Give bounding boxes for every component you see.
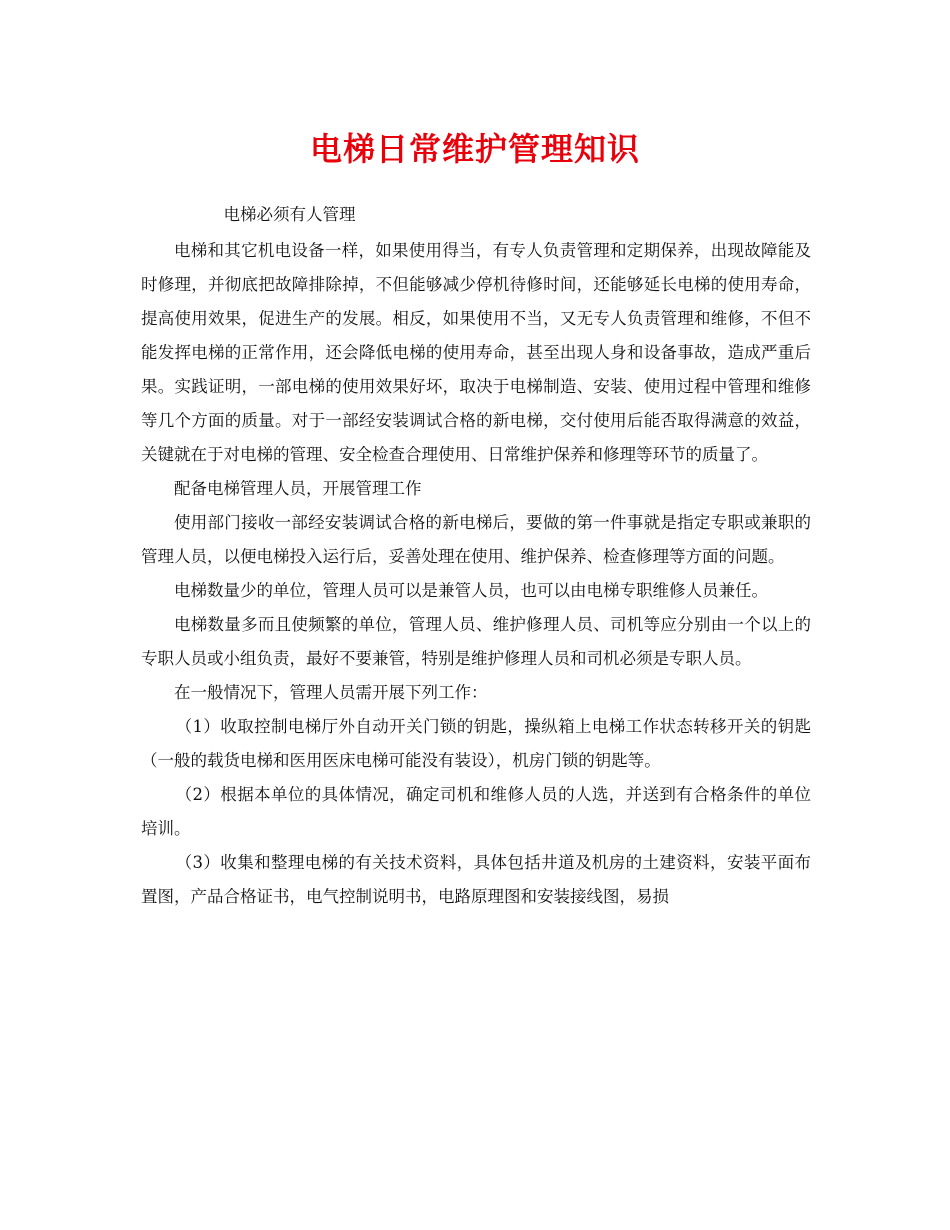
section-heading-management-required: 电梯必须有人管理 [223,205,356,224]
paragraph-assign-managers: 使用部门接收一部经安装调试合格的新电梯后，要做的第一件事就是指定专职或兼职的管理人员，以便电梯投入运行后，妥善处理在使用、维护保养、检查修理等方面的问题。 [141,513,811,566]
list-item-duty-2: （2）根据本单位的具体情况，确定司机和维修人员的人选，并送到有合格条件的单位培训。 [141,785,811,838]
list-item-duty-3: （3）收集和整理电梯的有关技术资料，具体包括井道及机房的土建资料，安装平面布置图，产品合格证书，电气控制说明书，电路原理图和安装接线图，易损 [141,853,811,906]
paragraph-many-elevators: 电梯数量多而且使频繁的单位，管理人员、维护修理人员、司机等应分别由一个以上的专职人员或小组负责，最好不要兼管，特别是维护修理人员和司机必须是专职人员。 [141,615,811,668]
document-body [141,198,811,914]
paragraph-manager-duties-intro: 在一般情况下，管理人员需开展下列工作： [174,683,488,702]
document-title: 电梯日常维护管理知识 [309,130,640,168]
list-item-duty-1: （1）收取控制电梯厅外自动开关门锁的钥匙，操纵箱上电梯工作状态转移开关的钥匙（一般的载货电梯和医用医床电梯可能没有装设），机房门锁的钥匙等。 [141,717,811,770]
paragraph-few-elevators: 电梯数量少的单位，管理人员可以是兼管人员，也可以由电梯专职维修人员兼任。 [174,581,768,600]
paragraph-elevator-importance: 电梯和其它机电设备一样，如果使用得当，有专人负责管理和定期保养，出现故障能及时修理，并彻底把故障排除掉，不但能够减少停机待修时间，还能够延长电梯的使用寿命，提高使用效果，促进生产的发展。相反，如果使用不当，又无专人负责管理和维修，不但不能发挥电梯的正常作用，还会降低电梯的使用寿命，甚至出现人身和设备事故，造成严重后果。实践证明，一部电梯的使用效果好坏，取决于电梯制造、安装、使用过程中管理和维修等几个方面的质量。对于一部经安装调试合格的新电梯，交付使用后能否取得满意的效益，关键就在于对电梯的管理、安全检查合理使用、日常维护保养和修理等环节的质量了。 [141,241,811,464]
section-heading-assign-managers: 配备电梯管理人员，开展管理工作 [174,479,422,498]
